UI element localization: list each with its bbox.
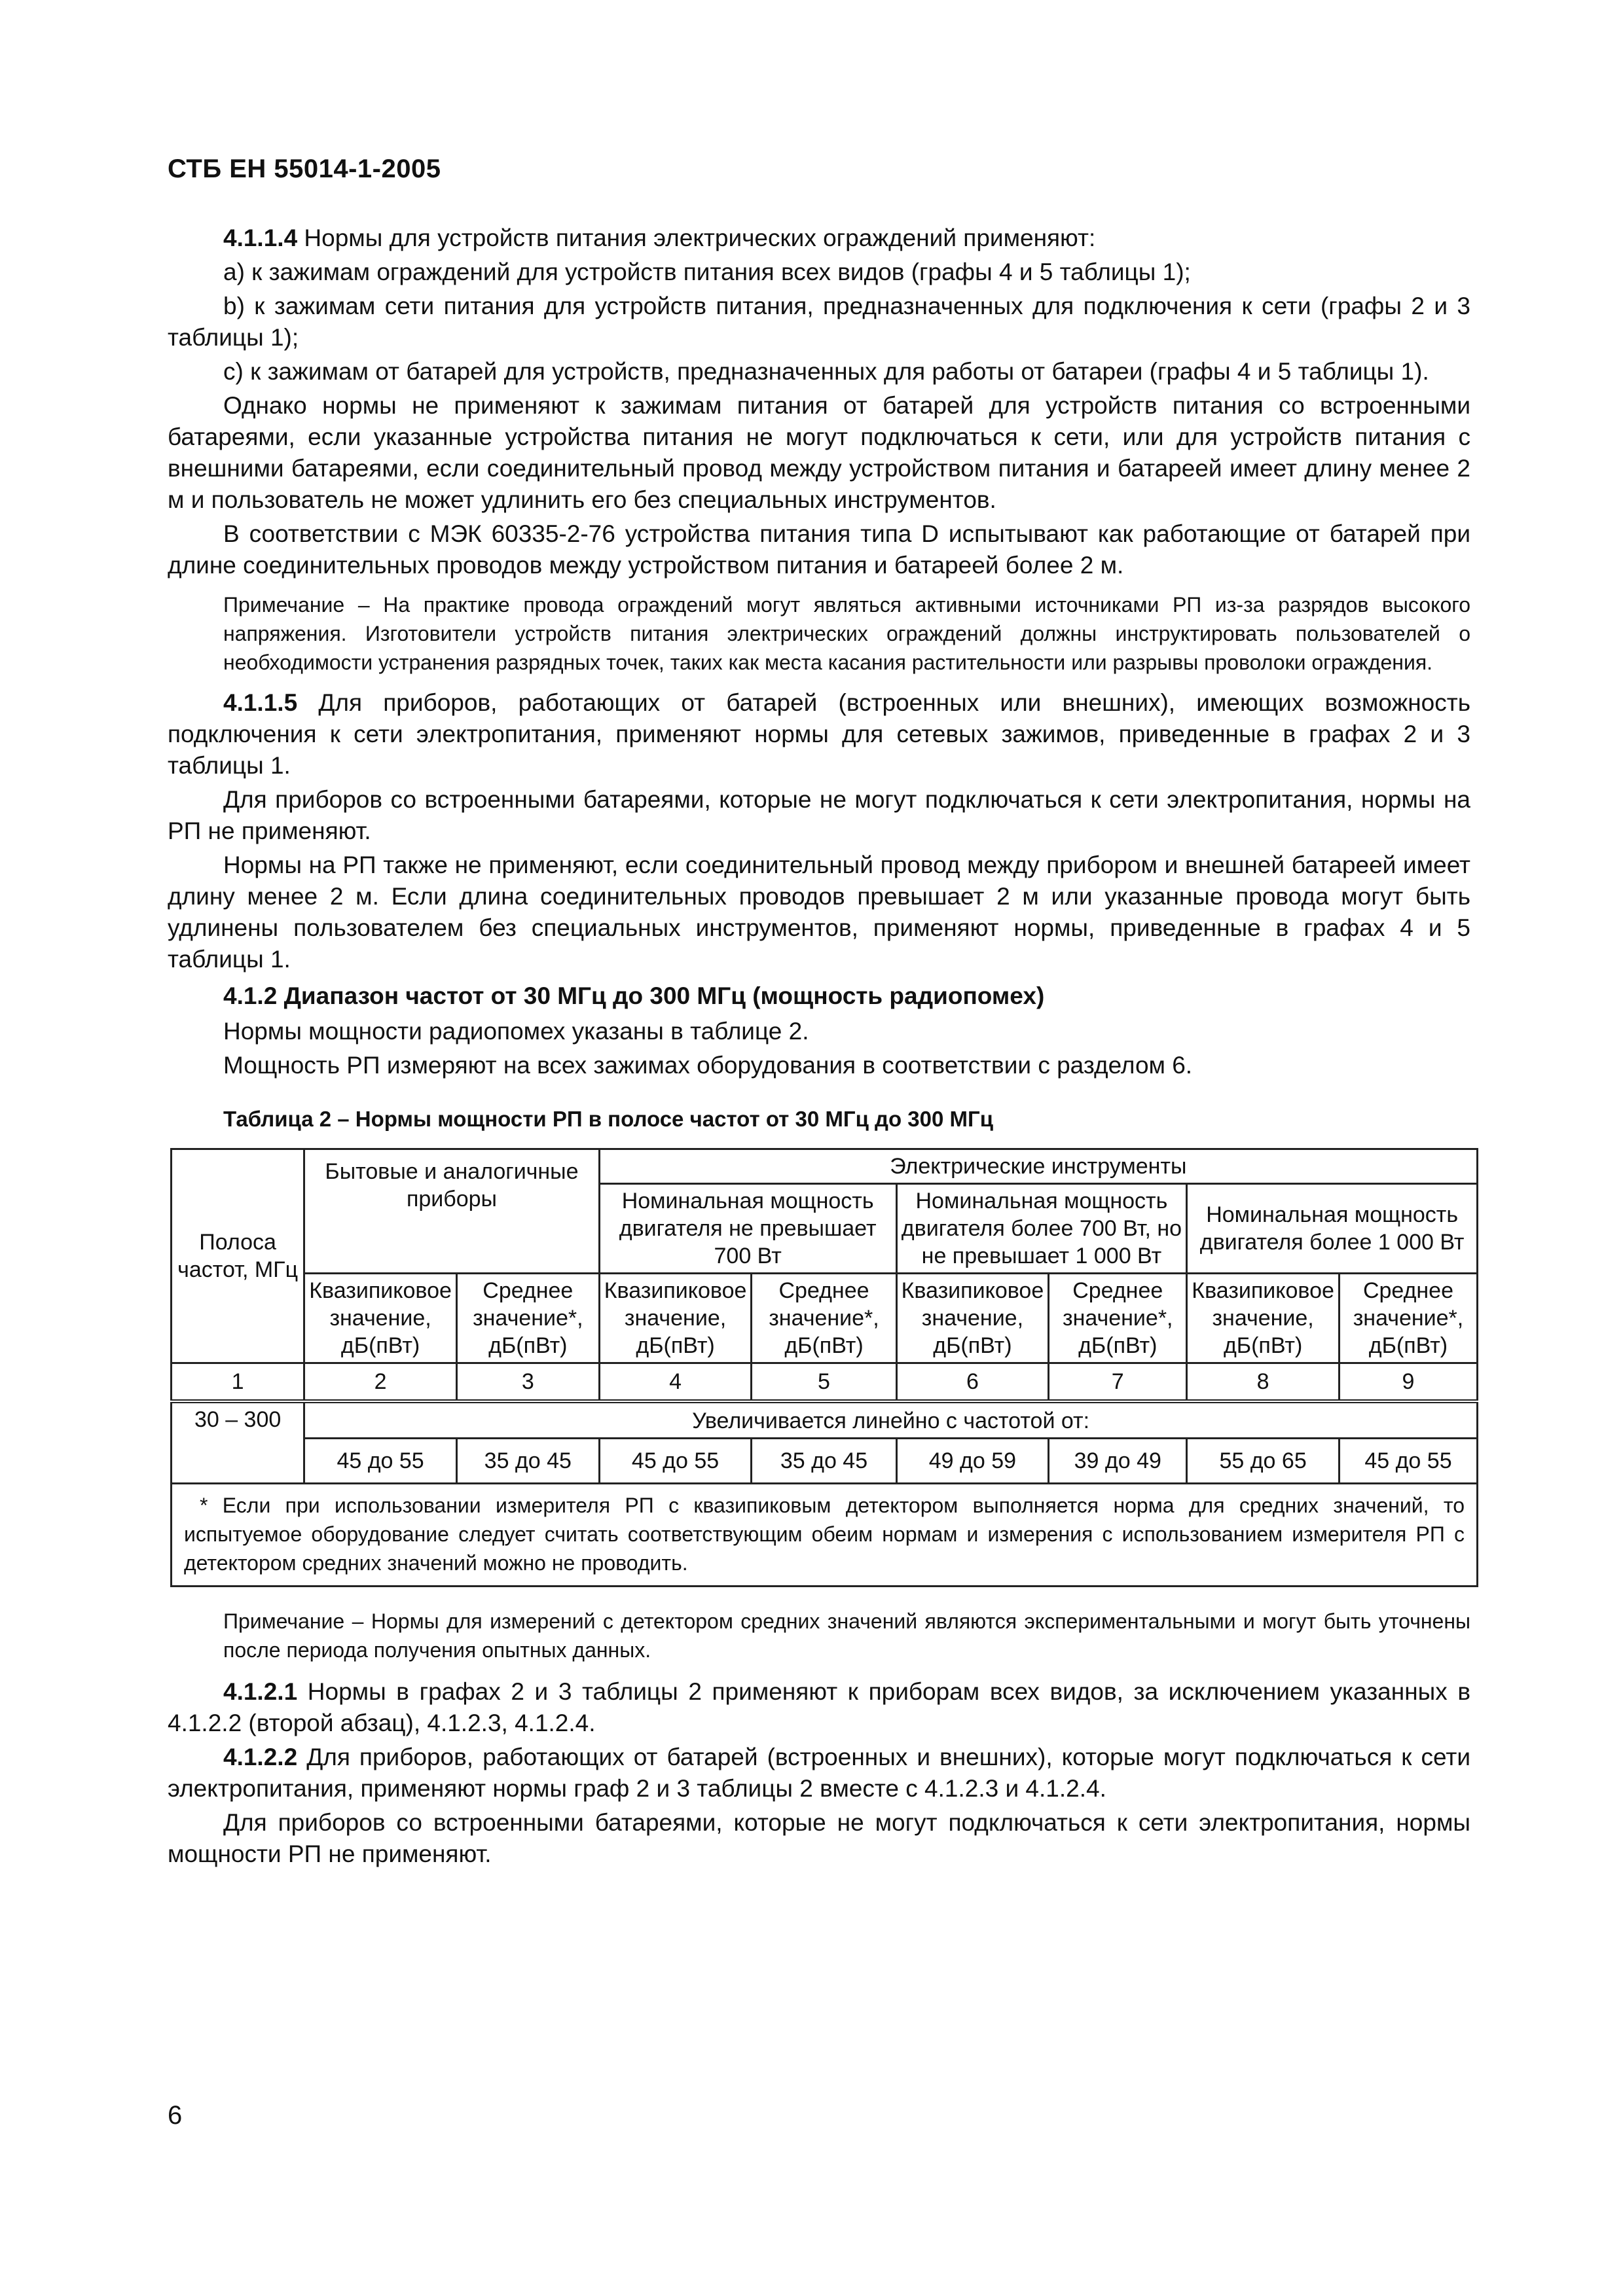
value-cell: 45 до 55 [599, 1439, 752, 1484]
value-cell: 45 до 55 [1339, 1439, 1477, 1484]
column-number: 8 [1187, 1363, 1340, 1402]
note: Примечание – На практике провода ограждений могут являться активными источниками РП из-за разрядов высокого напряжения. Изготовители устройств питания электрических ограждений должны инструктировать пользователей о необходимости устранения разрядных точек, таких как места касания растительности или разрывы проволоки ограждения. [223, 593, 1470, 674]
header-quasi-peak: Квазипиковое значение, дБ(пВт) [1187, 1274, 1340, 1363]
clause-number: 4.1.1.4 [223, 224, 298, 251]
increase-note: Увеличивается линейно с частотой от: [304, 1401, 1478, 1439]
value-cell: 35 до 45 [752, 1439, 896, 1484]
column-number: 7 [1049, 1363, 1187, 1402]
column-number: 6 [896, 1363, 1049, 1402]
header-average: Среднее значение*, дБ(пВт) [456, 1274, 599, 1363]
header-average: Среднее значение*, дБ(пВт) [1339, 1274, 1477, 1363]
clause-text: Нормы для устройств питания электрических ограждений применяют: [297, 224, 1096, 251]
list-item-b: b) к зажимам сети питания для устройств питания, предназначенных для подключения к сети (графы 2 и 3 таблицы 1); [168, 293, 1470, 351]
header-power-tools: Электрические инструменты [599, 1149, 1477, 1184]
header-quasi-peak: Квазипиковое значение, дБ(пВт) [896, 1274, 1049, 1363]
header-tools-over-1000: Номинальная мощность двигателя более 1 000 Вт [1187, 1184, 1478, 1274]
column-number: 4 [599, 1363, 752, 1402]
list-item-c: с) к зажимам от батарей для устройств, предназначенных для работы от батареи (графы 4 и 5 таблицы 1). [223, 358, 1429, 385]
clause-number: 4.1.2.1 [223, 1678, 298, 1705]
clause-text: Для приборов, работающих от батарей (встроенных или внешних), имеющих возможность подключения к сети электропитания, применяют нормы для сетевых зажимов, приведенные в графах 2 и 3 таблицы 1. [168, 689, 1470, 779]
paragraph: Для приборов со встроенными батареями, которые не могут подключаться к сети электропитания, нормы на РП не применяют. [168, 786, 1470, 844]
column-number: 3 [456, 1363, 599, 1402]
section-heading: 4.1.2 Диапазон частот от 30 МГц до 300 МГц (мощность радиопомех) [223, 982, 1045, 1009]
value-cell: 49 до 59 [896, 1439, 1049, 1484]
paragraph: Однако нормы не применяют к зажимам питания от батарей для устройств питания со встроенными батареями, если указанные устройства питания не могут подключаться к сети, или для устройств питания с внешними батареями, если соединительный провод между устройством питания и батареей имеет длину менее 2 м и пользователь не может удлинить его без специальных инструментов. [168, 392, 1470, 513]
value-cell: 35 до 45 [456, 1439, 599, 1484]
column-number: 1 [172, 1363, 304, 1402]
clause-text: Для приборов, работающих от батарей (встроенных и внешних), которые могут подключаться к сети электропитания, применяют нормы граф 2 и 3 таблицы 2 вместе с 4.1.2.3 и 4.1.2.4. [168, 1744, 1470, 1802]
paragraph: Мощность РП измеряют на всех зажимах оборудования в соответствии с разделом 6. [223, 1052, 1193, 1079]
header-quasi-peak: Квазипиковое значение, дБ(пВт) [304, 1274, 457, 1363]
header-tools-700-1000: Номинальная мощность двигателя более 700 Вт, но не превышает 1 000 Вт [896, 1184, 1187, 1274]
table-caption: Таблица 2 – Нормы мощности РП в полосе частот от 30 МГц до 300 МГц [223, 1107, 994, 1131]
footnote-text: * Если при использовании измерителя РП с квазипиковым детектором выполняется норма для средних значений, то испытуемое оборудование следует считать соответствующим обеим нормам и измерения с использованием измерителя РП с детектором средних значений можно не проводить. [184, 1494, 1465, 1575]
band-cell: 30 – 300 [172, 1401, 304, 1484]
paragraph: Нормы мощности радиопомех указаны в таблице 2. [223, 1018, 809, 1045]
paragraph-4-1-2-2 [168, 1742, 1470, 1804]
value-cell: 39 до 49 [1049, 1439, 1187, 1484]
clause-text: Нормы в графах 2 и 3 таблицы 2 применяют к приборам всех видов, за исключением указанных в 4.1.2.2 (второй абзац), 4.1.2.3, 4.1.2.4. [168, 1678, 1470, 1736]
page-body [168, 223, 1470, 1873]
header-tools-up-to-700: Номинальная мощность двигателя не превышает 700 Вт [599, 1184, 896, 1274]
header-average: Среднее значение*, дБ(пВт) [752, 1274, 896, 1363]
table-note: Примечание – Нормы для измерений с детектором средних значений являются экспериментальными и могут быть уточнены после периода получения опытных данных. [223, 1609, 1470, 1662]
header-household: Бытовые и аналогичные приборы [304, 1149, 599, 1274]
table-footnote [172, 1484, 1478, 1587]
paragraph-4-1-2-1 [168, 1676, 1470, 1739]
paragraph: Нормы на РП также не применяют, если соединительный провод между прибором и внешней батареей имеет длину менее 2 м. Если длина соединительных проводов превышает 2 м или указанные провода могут быть удлинены пользователем без специальных инструментов, применяют нормы, приведенные в графах 4 и 5 таблицы 1. [168, 852, 1470, 973]
document-code: СТБ ЕН 55014-1-2005 [168, 154, 441, 183]
clause-number: 4.1.1.5 [223, 689, 298, 716]
paragraph-4-1-1-4 [168, 223, 1470, 254]
paragraph: В соответствии с МЭК 60335-2-76 устройства питания типа D испытывают как работающие от батарей при длине соединительных проводов между устройством питания и батареей более 2 м. [168, 520, 1470, 579]
value-cell: 45 до 55 [304, 1439, 457, 1484]
header-band: Полоса частот, МГц [172, 1149, 304, 1363]
header-quasi-peak: Квазипиковое значение, дБ(пВт) [599, 1274, 752, 1363]
column-number: 9 [1339, 1363, 1477, 1402]
paragraph: Для приборов со встроенными батареями, которые не могут подключаться к сети электропитания, нормы мощности РП не применяют. [168, 1809, 1470, 1867]
header-average: Среднее значение*, дБ(пВт) [1049, 1274, 1187, 1363]
page-number: 6 [168, 2101, 183, 2130]
column-number: 5 [752, 1363, 896, 1402]
norms-table [170, 1148, 1478, 1587]
list-item-a: а) к зажимам ограждений для устройств питания всех видов (графы 4 и 5 таблицы 1); [223, 259, 1191, 285]
value-cell: 55 до 65 [1187, 1439, 1340, 1484]
clause-number: 4.1.2.2 [223, 1744, 298, 1770]
column-number: 2 [304, 1363, 457, 1402]
paragraph-4-1-1-5 [168, 687, 1470, 781]
